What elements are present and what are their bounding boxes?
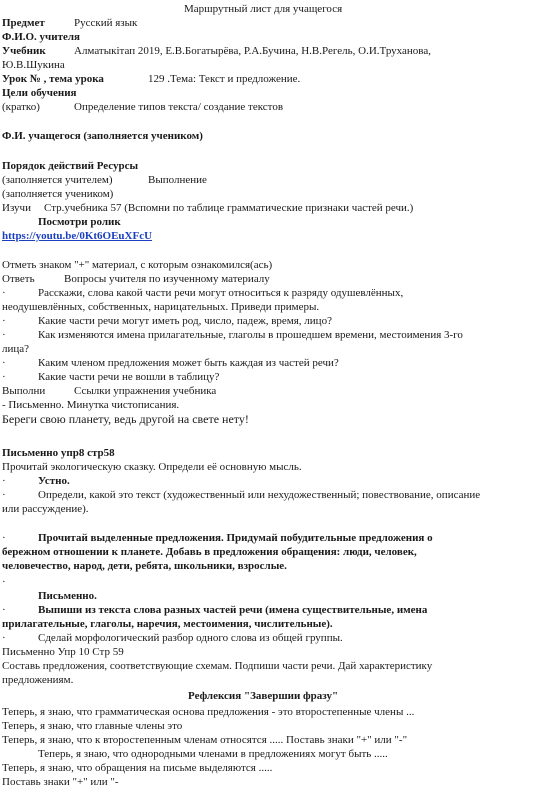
reflection-line: Поставь знаки "+" или "- — [2, 776, 119, 788]
order-heading: Порядок действий Ресурсы — [2, 160, 139, 172]
question-1-cont: неодушевлённых, собственных, нарицательных. Приведи примеры. — [2, 301, 320, 313]
teacher-label: Ф.И.О. учителя — [2, 31, 81, 43]
question-2: Какие части речи могут иметь род, число, падеж, время, лицо? — [38, 315, 332, 327]
reflection-line: Теперь, я знаю, что к второстепенным членам относятся ..... Поставь знаки "+" или "-" — [2, 734, 408, 746]
task-2: Прочитай выделенные предложения. Придумай побудительные предложения о — [38, 532, 433, 544]
bullet-mark: · — [2, 489, 6, 501]
bullet-mark: · — [2, 357, 6, 369]
task-2-cont-2: человечество, народ, дети, ребята, школьники, взрослые. — [2, 560, 287, 572]
execution-label: Выполнение — [148, 174, 207, 186]
bullet-mark: · — [2, 371, 6, 383]
bullet-mark: · — [2, 475, 6, 487]
subject-value: Русский язык — [74, 17, 138, 29]
bullet-mark: · — [2, 287, 6, 299]
mark-instruction: Отметь знаком "+" материал, с которым ознакомился(ась) — [2, 259, 273, 271]
task-4: Сделай морфологический разбор одного слова из общей группы. — [38, 632, 343, 644]
exercise-value: Ссылки упражнения учебника — [74, 385, 217, 397]
bullet-mark: · — [2, 315, 6, 327]
lesson-value: 129 .Тема: Текст и предложение. — [148, 73, 301, 85]
student-name-label: Ф.И. учащегося (заполняется учеником) — [2, 130, 203, 142]
oral-label: Устно. — [38, 475, 70, 487]
exercise-2-text: Составь предложения, соответствующие схемам. Подпиши части речи. Дай характеристику — [2, 660, 433, 672]
exercise-label: Выполни — [2, 385, 46, 397]
bullet-mark: · — [2, 576, 6, 588]
goals-value: Определение типов текста/ создание текстов — [74, 101, 284, 113]
task-2-cont: бережном отношении к планете. Добавь в предложения обращения: люди, человек, — [2, 546, 417, 558]
page-title: Маршрутный лист для учащегося — [184, 3, 343, 15]
bullet-mark: · — [2, 532, 6, 544]
reflection-heading: Рефлексия "Завершии фразу" — [188, 690, 339, 702]
written-heading: Письменно упр8 стр58 — [2, 447, 115, 459]
task-3-cont: прилагательные, глаголы, наречия, местоимения, числительные). — [2, 618, 333, 630]
task-1-cont: или рассуждение). — [2, 503, 89, 515]
textbook-value: Алматыкiтап 2019, Е.В.Богатырёва, Р.А.Бучина, Н.В.Регель, О.И.Труханова, — [74, 45, 431, 57]
answer-value: Вопросы учителя по изученному материалу — [64, 273, 270, 285]
bullet-mark: · — [2, 604, 6, 616]
question-1: Расскажи, слова какой части речи могут относиться к разряду одушевлённых, — [38, 287, 404, 299]
read-instruction: Прочитай экологическую сказку. Определи её основную мысль. — [2, 461, 302, 473]
exercise-2-heading: Письменно Упр 10 Стр 59 — [2, 646, 124, 658]
bullet-mark: · — [2, 632, 6, 644]
question-4: Каким членом предложения может быть каждая из частей речи? — [38, 357, 339, 369]
study-label: Изучи — [2, 202, 31, 214]
teacher-fill-note: (заполняется учителем) — [2, 174, 113, 186]
question-3: Как изменяются имена прилагательные, глаголы в прошедшем времени, местоимения 3-го — [38, 329, 463, 341]
goals-label: Цели обучения — [2, 87, 77, 99]
reflection-line: Теперь, я знаю, что главные члены это — [2, 720, 183, 732]
lesson-label: Урок № , тема урока — [2, 73, 104, 85]
goals-short: (кратко) — [2, 101, 40, 113]
reflection-line: Теперь, я знаю, что однородными членами в предложениях могут быть ..... — [38, 748, 388, 760]
task-1: Определи, какой это текст (художественный или нехудожественный; повествование, описание — [38, 489, 481, 501]
subject-label: Предмет — [2, 17, 45, 29]
question-5: Какие части речи не вошли в таблицу? — [38, 371, 220, 383]
written-label: Письменно. — [38, 590, 97, 602]
question-3-cont: лица? — [2, 343, 30, 355]
reflection-line: Теперь, я знаю, что обращения на письме выделяются ..... — [2, 762, 273, 774]
reflection-line: Теперь, я знаю, что грамматическая основа предложения - это второстепенные члены ... — [2, 706, 415, 718]
bullet-mark: · — [2, 329, 6, 341]
task-3: Выпиши из текста слова разных частей речи (имена существительные, имена — [38, 604, 428, 616]
motto: Береги свою планету, ведь другой на свете нету! — [2, 412, 249, 426]
student-fill-note: (заполняется учеником) — [2, 188, 114, 200]
exercise-2-text-cont: предложениям. — [2, 674, 74, 686]
textbook-label: Учебник — [2, 45, 46, 57]
answer-label: Ответь — [2, 273, 35, 285]
watch-label: Посмотри ролик — [38, 216, 121, 228]
video-link[interactable]: https://youtu.be/0Kt6OEuXFcU — [2, 230, 153, 242]
calligraphy-minute: - Письменно. Минутка чистописания. — [2, 399, 180, 411]
textbook-value-cont: Ю.В.Шукина — [2, 59, 65, 71]
study-value: Стр.учебника 57 (Вспомни по таблице грамматические признаки частей речи.) — [44, 202, 414, 214]
